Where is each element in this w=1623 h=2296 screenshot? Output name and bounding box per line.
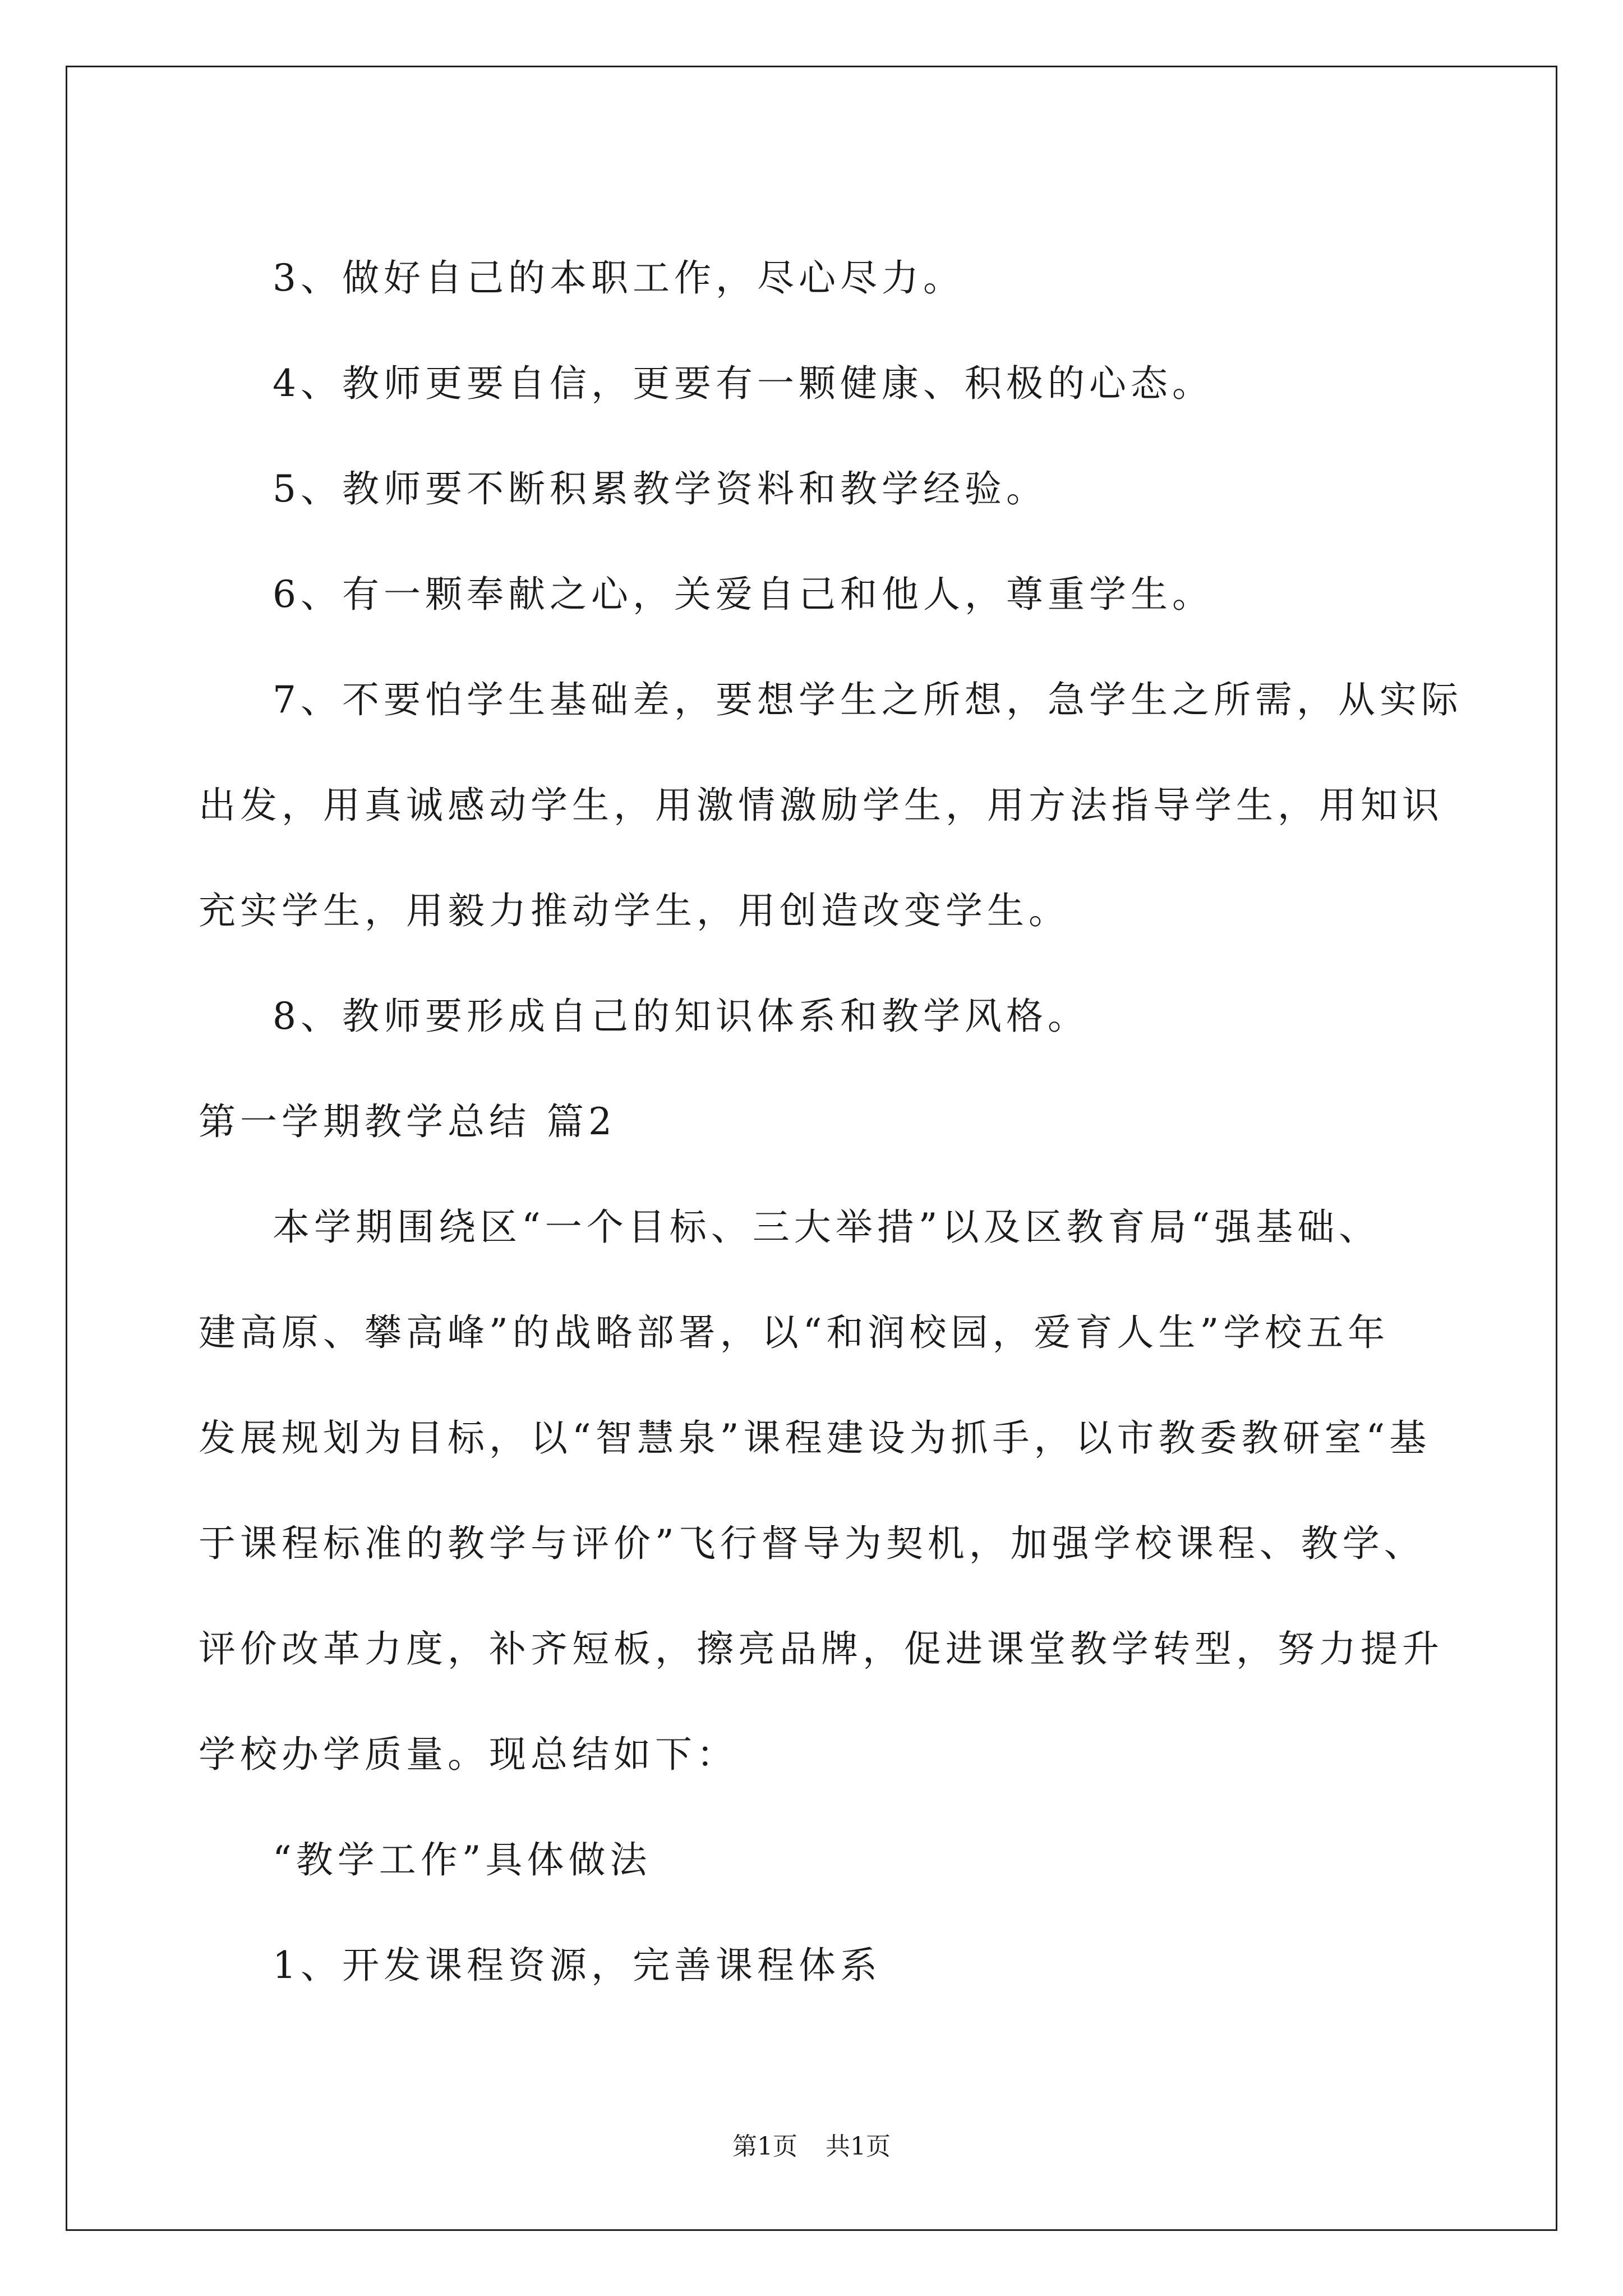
paragraph: 发展规划为目标，以“智慧泉”课程建设为抓手，以市教委教研室“基 — [199, 1416, 1431, 1460]
paragraph: 3、做好自己的本职工作，尽心尽力。 — [273, 256, 965, 300]
paragraph: 4、教师更要自信，更要有一颗健康、积极的心态。 — [273, 362, 1214, 405]
paragraph: 1、开发课程资源，完善课程体系 — [273, 1944, 882, 1987]
paragraph: 5、教师要不断积累教学资料和教学经验。 — [273, 467, 1048, 510]
paragraph: 建高原、攀高峰”的战略部署，以“和润校园，爱育人生”学校五年 — [199, 1311, 1390, 1354]
paragraph: 出发，用真诚感动学生，用激情激励学生，用方法指导学生，用知识 — [199, 784, 1444, 827]
paragraph: 7、不要怕学生基础差，要想学生之所想，急学生之所需，从实际 — [273, 678, 1463, 721]
paragraph: 充实学生，用毅力推动学生，用创造改变学生。 — [199, 889, 1070, 932]
section-heading: 第一学期教学总结 篇2 — [199, 1100, 616, 1143]
document-body — [199, 226, 1463, 2018]
paragraph: 本学期围绕区“一个目标、三大举措”以及区教育局“强基础、 — [273, 1205, 1381, 1249]
page-footer — [0, 2126, 1623, 2162]
paragraph: 8、教师要形成自己的知识体系和教学风格。 — [273, 995, 1089, 1038]
paragraph: 于课程标准的教学与评价”飞行督导为契机，加强学校课程、教学、 — [199, 1522, 1426, 1565]
paragraph: 评价改革力度，补齐短板，擦亮品牌，促进课堂教学转型，努力提升 — [199, 1627, 1444, 1671]
paragraph: 6、有一颗奉献之心，关爱自己和他人，尊重学生。 — [273, 573, 1214, 616]
subsection-heading: “教学工作”具体做法 — [273, 1838, 652, 1881]
paragraph: 学校办学质量。现总结如下： — [199, 1733, 738, 1776]
page-number: 第1页 — [732, 2132, 797, 2161]
page-total: 共1页 — [826, 2132, 891, 2161]
